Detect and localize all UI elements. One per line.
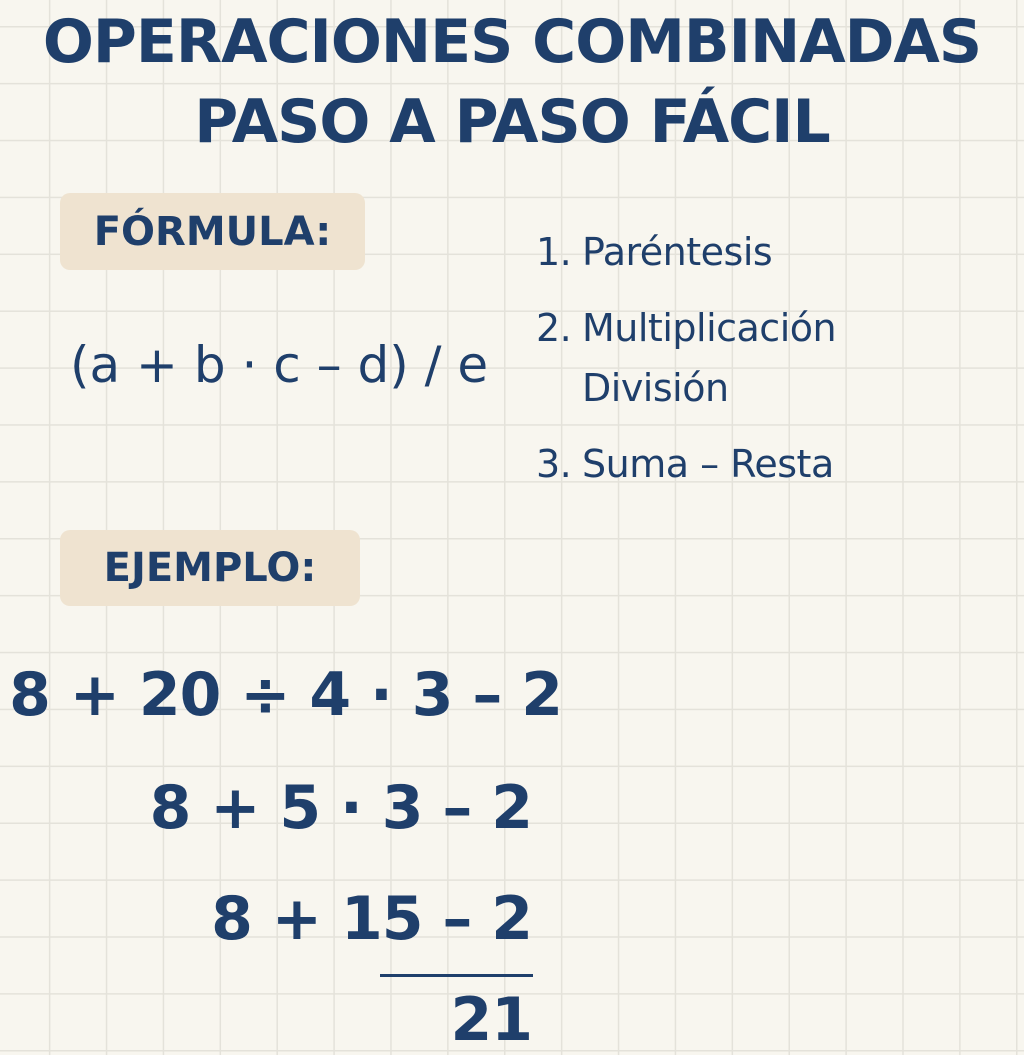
formula-label-text: FÓRMULA:	[93, 208, 332, 255]
example-label-text: EJEMPLO:	[103, 545, 317, 591]
step-number: 3.	[536, 442, 572, 486]
step-text: División	[582, 366, 729, 410]
page-title	[0, 2, 1024, 162]
step-item-parentheses	[536, 222, 836, 282]
formula-label	[60, 193, 365, 270]
step-text: Paréntesis	[582, 230, 773, 274]
title-line-2: PASO A PASO FÁCIL	[194, 87, 830, 157]
order-of-operations-list	[536, 222, 836, 510]
step-text: Multiplicación	[582, 306, 837, 350]
formula-expression: (a + b · c – d) / e	[70, 336, 489, 394]
example-result: 21	[450, 985, 532, 1055]
example-label	[60, 530, 360, 606]
step-number: 1.	[536, 230, 572, 274]
step-item-addition-subtraction	[536, 434, 836, 494]
step-text: Suma – Resta	[582, 442, 834, 486]
example-line-3: 8 + 15 – 2	[211, 884, 532, 954]
example-line-2: 8 + 5 · 3 – 2	[149, 773, 532, 843]
example-line-1: 8 + 20 ÷ 4 · 3 – 2	[9, 660, 562, 730]
title-line-1: OPERACIONES COMBINADAS	[42, 7, 982, 77]
step-item-multiplication-division	[536, 298, 836, 418]
result-divider	[380, 974, 533, 977]
step-number: 2.	[536, 306, 572, 350]
